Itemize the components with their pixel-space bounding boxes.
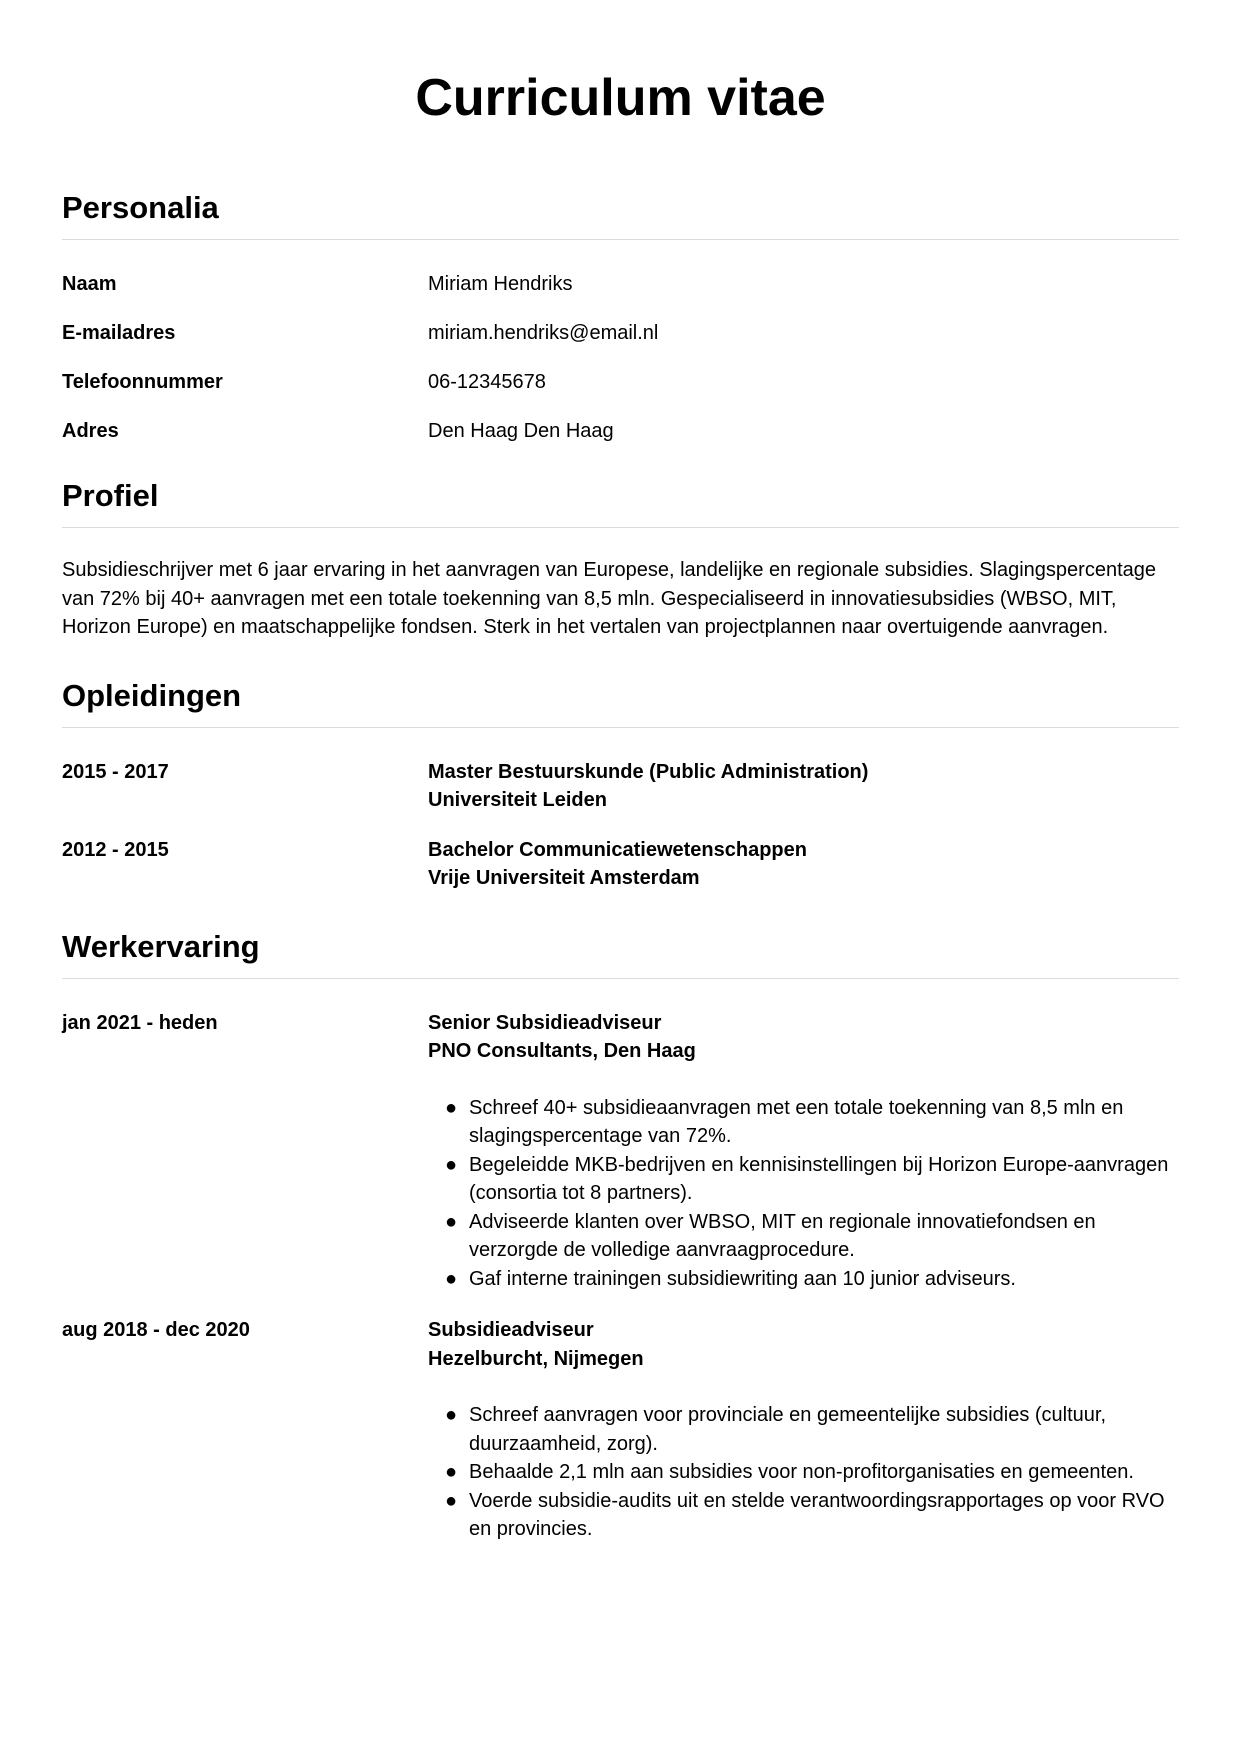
task-text: Behaalde 2,1 mln aan subsidies voor non-profitorganisaties en gemeenten. (469, 1461, 1134, 1483)
work-item (62, 1316, 1179, 1544)
personalia-value: 06-12345678 (428, 371, 546, 393)
task-text: Begeleidde MKB-bedrijven en kennisinstellingen bij Horizon Europe-aanvragen (consortia tot 8 partners). (469, 1153, 1169, 1204)
work-period: aug 2018 - dec 2020 (62, 1319, 250, 1341)
personalia-label: E-mailadres (62, 322, 176, 344)
bullet-icon: ● (445, 1210, 458, 1233)
education-degree: Bachelor Communicatiewetenschappen (428, 838, 807, 861)
education-period: 2012 - 2015 (62, 838, 169, 861)
personalia-value: Den Haag Den Haag (428, 420, 614, 442)
education-item (62, 836, 1179, 893)
bullet-icon: ● (445, 1153, 458, 1176)
task-list (428, 1401, 1179, 1544)
job-company: Hezelburcht, Nijmegen (428, 1347, 644, 1370)
job-title: Subsidieadviseur (428, 1319, 594, 1341)
bullet-icon: ● (445, 1267, 458, 1290)
task-list (428, 1094, 1179, 1294)
task-text: Schreef aanvragen voor provinciale en gemeentelijke subsidies (cultuur, duurzaamheid, zorg). (469, 1404, 1107, 1455)
task-text: Voerde subsidie-audits uit en stelde verantwoordingsrapportages op voor RVO en provincies. (469, 1489, 1165, 1540)
document-title: Curriculum vitae (415, 69, 826, 127)
personalia-label: Naam (62, 273, 117, 295)
task-item (445, 1151, 1179, 1208)
task-item (445, 1208, 1179, 1265)
work-period: jan 2021 - heden (62, 1011, 218, 1034)
education-details (428, 836, 807, 893)
bullet-icon: ● (445, 1489, 458, 1512)
work-list (62, 979, 1179, 1544)
personalia-label: Adres (62, 420, 119, 442)
personalia-label: Telefoonnummer (62, 371, 223, 393)
section-heading-werkervaring: Werkervaring (62, 929, 1179, 979)
bullet-icon: ● (445, 1461, 458, 1483)
education-item (62, 758, 1179, 815)
bullet-icon: ● (445, 1404, 458, 1426)
task-text: Gaf interne trainingen subsidiewriting aan 10 junior adviseurs. (469, 1267, 1016, 1290)
section-personalia (62, 190, 1179, 445)
profile-text: Subsidieschrijver met 6 jaar ervaring in het aanvragen van Europese, landelijke en regionale subsidies. Slagingspercentage van 72% bij 40+ aanvragen met een totale toekenning van 8,5 mln. Gespecialiseerd in innovatiesubsidies (WBSO, MIT, Horizon Europe) en maatschappelijke fondsen. Sterk in het vertalen van projectplannen naar overtuigende aanvragen. (62, 559, 1156, 638)
task-item (445, 1401, 1179, 1458)
education-list (62, 728, 1179, 893)
task-item (445, 1487, 1179, 1544)
section-heading-profiel: Profiel (62, 478, 1179, 528)
task-text: Schreef 40+ subsidieaanvragen met een totale toekenning van 8,5 mln en slagingspercentage van 72%. (469, 1096, 1124, 1147)
personalia-list (62, 240, 1179, 445)
work-details (428, 1009, 1179, 1294)
education-details (428, 758, 868, 815)
education-degree: Master Bestuurskunde (Public Administration) (428, 760, 869, 783)
section-profiel (62, 478, 1179, 642)
personalia-row-email (62, 319, 1179, 347)
bullet-icon: ● (445, 1096, 458, 1119)
personalia-row-telefoon (62, 368, 1179, 396)
education-period: 2015 - 2017 (62, 760, 169, 783)
section-opleidingen (62, 678, 1179, 893)
work-item (62, 1009, 1179, 1294)
section-heading-opleidingen: Opleidingen (62, 678, 1179, 728)
job-title: Senior Subsidieadviseur (428, 1011, 662, 1034)
task-item (445, 1265, 1179, 1294)
work-details (428, 1316, 1179, 1544)
job-company: PNO Consultants, Den Haag (428, 1040, 696, 1062)
section-werkervaring (62, 929, 1179, 1544)
personalia-value: Miriam Hendriks (428, 273, 573, 295)
personalia-row-adres (62, 417, 1179, 445)
personalia-value: miriam.hendriks@email.nl (428, 322, 659, 344)
personalia-row-naam (62, 270, 1179, 298)
task-item (445, 1094, 1179, 1151)
section-heading-personalia: Personalia (62, 190, 1179, 240)
task-text: Adviseerde klanten over WBSO, MIT en regionale innovatiefondsen en verzorgde de volledige aanvraagprocedure. (469, 1210, 1096, 1261)
task-item (445, 1458, 1179, 1487)
education-school: Vrije Universiteit Amsterdam (428, 867, 700, 889)
education-school: Universiteit Leiden (428, 789, 607, 811)
